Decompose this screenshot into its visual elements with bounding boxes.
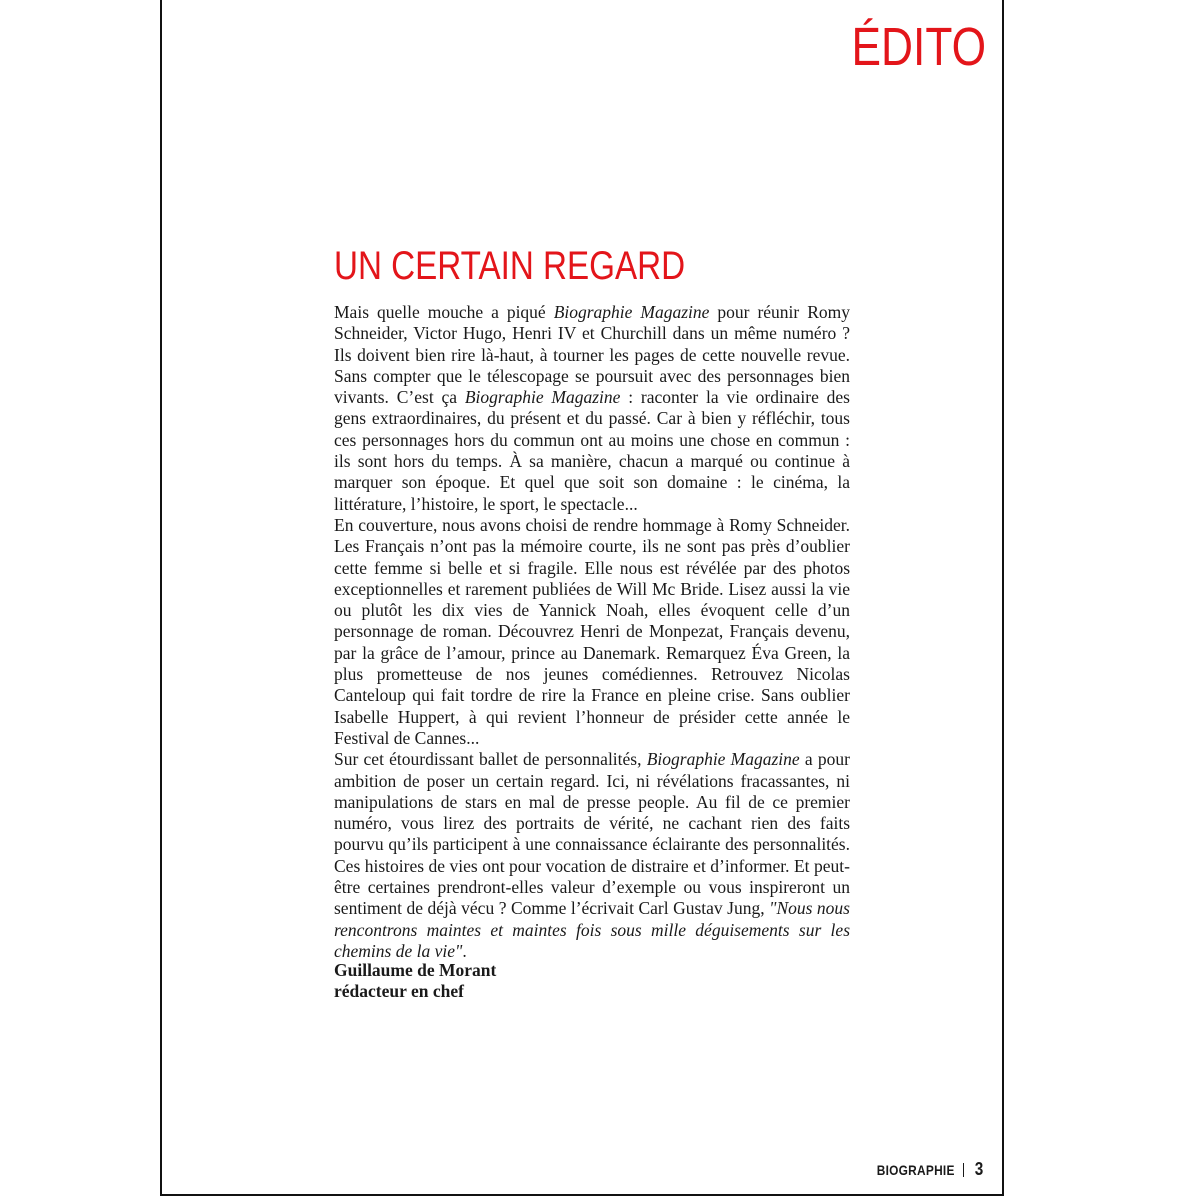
magazine-name: Biographie Magazine <box>646 749 800 770</box>
article-paragraph-2: En couverture, nous avons choisi de rendre hommage à Romy Schneider. Les Français n’ont pas la mémoire courte, ils ne sont pas près d’oublier cette femme si belle et si fragile. Elle nous est révélée par des photos exceptionnelles et rarement publiées de Will Mc Bride. Lisez aussi la vie ou plutôt les dix vies de Yannick Noah, elles évoquent celle d’un personnage de roman. Découvrez Henri de Monpezat, Français devenu, par la grâce de l’amour, prince au Danemark. Remarquez Éva Green, la plus prometteuse de nos jeunes comédiennes. Retrouvez Nicolas Canteloup qui fait tordre de rire la France en pleine crise. Sans oublier Isabelle Huppert, à qui revient l’honneur de présider cette année le Festival de Cannes... <box>334 514 850 748</box>
paragraph-text: . <box>462 940 467 961</box>
article-headline: UN CERTAIN REGARD <box>334 244 686 288</box>
paragraph-text: : raconter la vie ordinaire des gens extraordinaires, du présent et du passé. Car à bien y réfléchir, tous ces personnages hors du commun ont au moins une chose en commun : ils sont hors du temps. À sa manière, chacun a marqué ou continue à marquer son époque. Et quel que soit son domaine : le cinéma, la littérature, l’histoire, le sport, le spectacle... <box>334 387 850 514</box>
author-signature <box>334 960 496 1002</box>
article-paragraph-3 <box>334 749 850 962</box>
paragraph-text: Sur cet étourdissant ballet de personnalités, <box>334 749 647 770</box>
footer-divider <box>963 1163 964 1177</box>
paragraph-text: a pour ambition de poser un certain regard. Ici, ni révélations fracassantes, ni manipulations de stars en mal de presse people. Au fil de ce premier numéro, vous lirez des portraits de vérité, ne cachant rien des faits pourvu qu’ils participent à une connaissance éclairante des personnalités. Ces histoires de vies ont pour vocation de distraire et d’informer. Et peut-être certaines prendront-elles valeur d’exemple ou vous inspireront un sentiment de déjà vécu ? Comme l’écrivait Carl Gustav Jung, <box>334 749 850 919</box>
magazine-name: Biographie Magazine <box>553 302 710 322</box>
paragraph-text: Mais quelle mouche a piqué <box>334 302 554 322</box>
section-title: ÉDITO <box>851 17 986 77</box>
author-role: rédacteur en chef <box>334 981 464 1001</box>
magazine-name: Biographie Magazine <box>464 387 621 408</box>
page-footer <box>863 1159 984 1180</box>
magazine-page <box>160 0 1004 1196</box>
jung-quote: "Nous nous rencontrons maintes et maintes fois sous mille déguisements sur les chemins de la vie" <box>334 898 850 961</box>
article-paragraph-1 <box>334 302 850 515</box>
article-body <box>334 302 850 962</box>
author-name: Guillaume de Morant <box>334 960 497 980</box>
paragraph-text: pour réunir Romy Schneider, Victor Hugo, Henri IV et Churchill dans un même numéro ? Ils doivent bien rire là-haut, à tourner les pages de cette nouvelle revue. Sans compter que le télescopage se poursuit avec des personnages bien vivants. C’est ça <box>334 302 850 408</box>
page-number: 3 <box>974 1159 984 1179</box>
footer-magazine-name: BIOGRAPHIE <box>877 1161 955 1178</box>
